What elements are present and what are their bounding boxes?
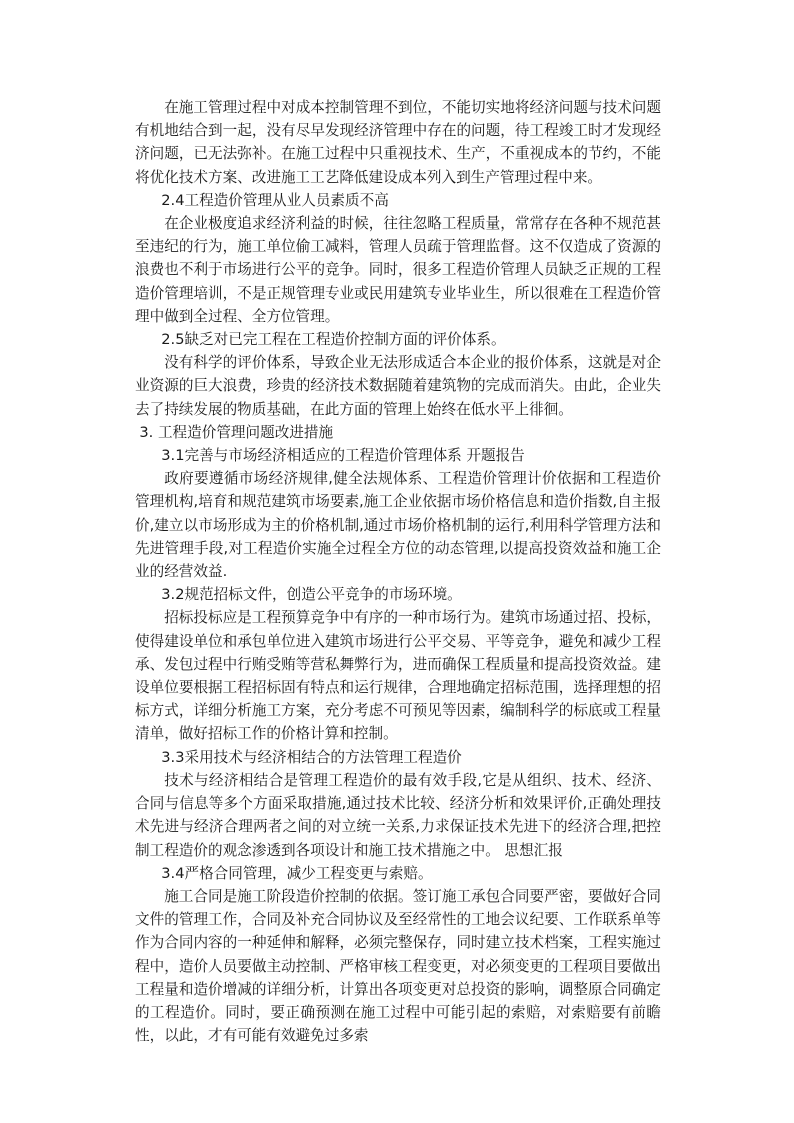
section-heading-3-3: 3.3采用技术与经济相结合的方法管理工程造价 bbox=[161, 748, 462, 766]
section-heading-2-4: 2.4工程造价管理从业人员素质不高 bbox=[161, 191, 389, 209]
document-page bbox=[135, 96, 661, 1047]
section-heading-3-1: 3.1完善与市场经济相适应的工程造价管理体系 开题报告 bbox=[161, 447, 525, 465]
paragraph-contract-management: 施工合同是施工阶段造价控制的依据。签订施工承包合同要严密，要做好合同文件的管理工作，合同及补充合同协议及至经常性的工地会议纪要、工作联系单等作为合同内容的一种延伸和解释，必须完整保存，同时建立技术档案，工程实施过程中，造价人员要做主动控制、严格审核工程变更，对必须变更的工程项目要做出工程量和造价增减的详细分析，计算出各项变更对总投资的影响，调整原合同确定的工程造价。同时，要正确预测在施工过程中可能引起的索赔，对索赔要有前瞻性，以此，才有可能有效避免过多索 bbox=[135, 887, 661, 1045]
paragraph-bidding: 招标投标应是工程预算竞争中有序的一种市场行为。建筑市场通过招、投标，使得建设单位和承包单位进入建筑市场进行公平交易、平等竞争，避免和减少工程承、发包过程中行贿受贿等营私舞弊行为，进而确保工程质量和提高投资效益。建设单位要根据工程招标固有特点和运行规律，合理地确定招标范围，选择理想的招标方式，详细分析施工方案，充分考虑不可预见等因素，编制科学的标底或工程量清单，做好招标工作的价格计算和控制。 bbox=[135, 609, 661, 743]
section-heading-3-4: 3.4严格合同管理，减少工程变更与索赔。 bbox=[161, 864, 433, 882]
paragraph-evaluation-system: 没有科学的评价体系，导致企业无法形成适合本企业的报价体系，这就是对企业资源的巨大浪费，珍贵的经济技术数据随着建筑物的完成而消失。由此，企业失去了持续发展的物质基础，在此方面的管理上始终在低水平上徘徊。 bbox=[135, 354, 661, 418]
paragraph-staff-quality: 在企业极度追求经济利益的时候，往往忽略工程质量，常常存在各种不规范甚至违纪的行为，施工单位偷工减料，管理人员疏于管理监督。这不仅造成了资源的浪费也不利于市场进行公平的竞争。同时，很多工程造价管理人员缺乏正规的工程造价管理培训，不是正规管理专业或民用建筑专业毕业生，所以很难在工程造价管理中做到全过程、全方位管理。 bbox=[135, 215, 661, 325]
section-heading-3-2: 3.2规范招标文件，创造公平竞争的市场环境。 bbox=[161, 586, 462, 604]
paragraph-tech-economy: 技术与经济相结合是管理工程造价的最有效手段,它是从组织、技术、经济、合同与信息等多个方面采取措施,通过技术比较、经济分析和效果评价,正确处理技术先进与经济合理两者之间的对立统一关系,力求保证技术先进下的经济合理,把控制工程造价的观念渗透到各项设计和施工技术措施之中。 思想汇报 bbox=[135, 771, 661, 859]
paragraph-market-system: 政府要遵循市场经济规律,健全法规体系、工程造价管理计价依据和工程造价管理机构,培育和规范建筑市场要素,施工企业依据市场价格信息和造价指数,自主报价,建立以市场形成为主的价格机制,通过市场价格机制的运行,利用科学管理方法和先进管理手段,对工程造价实施全过程全方位的动态管理,以提高投资效益和施工企业的经营效益. bbox=[135, 470, 661, 581]
section-heading-2-5: 2.5缺乏对已完工程在工程造价控制方面的评价体系。 bbox=[161, 331, 506, 349]
paragraph-cost-control: 在施工管理过程中对成本控制管理不到位，不能切实地将经济问题与技术问题有机地结合到一起，没有尽早发现经济管理中存在的问题，待工程竣工时才发现经济问题，已无法弥补。在施工过程中只重视技术、生产，不重视成本的节约，不能将优化技术方案、改进施工工艺降低建设成本列入到生产管理过程中来。 bbox=[135, 99, 661, 186]
chapter-heading-3: 3. 工程造价管理问题改进措施 bbox=[139, 423, 334, 441]
